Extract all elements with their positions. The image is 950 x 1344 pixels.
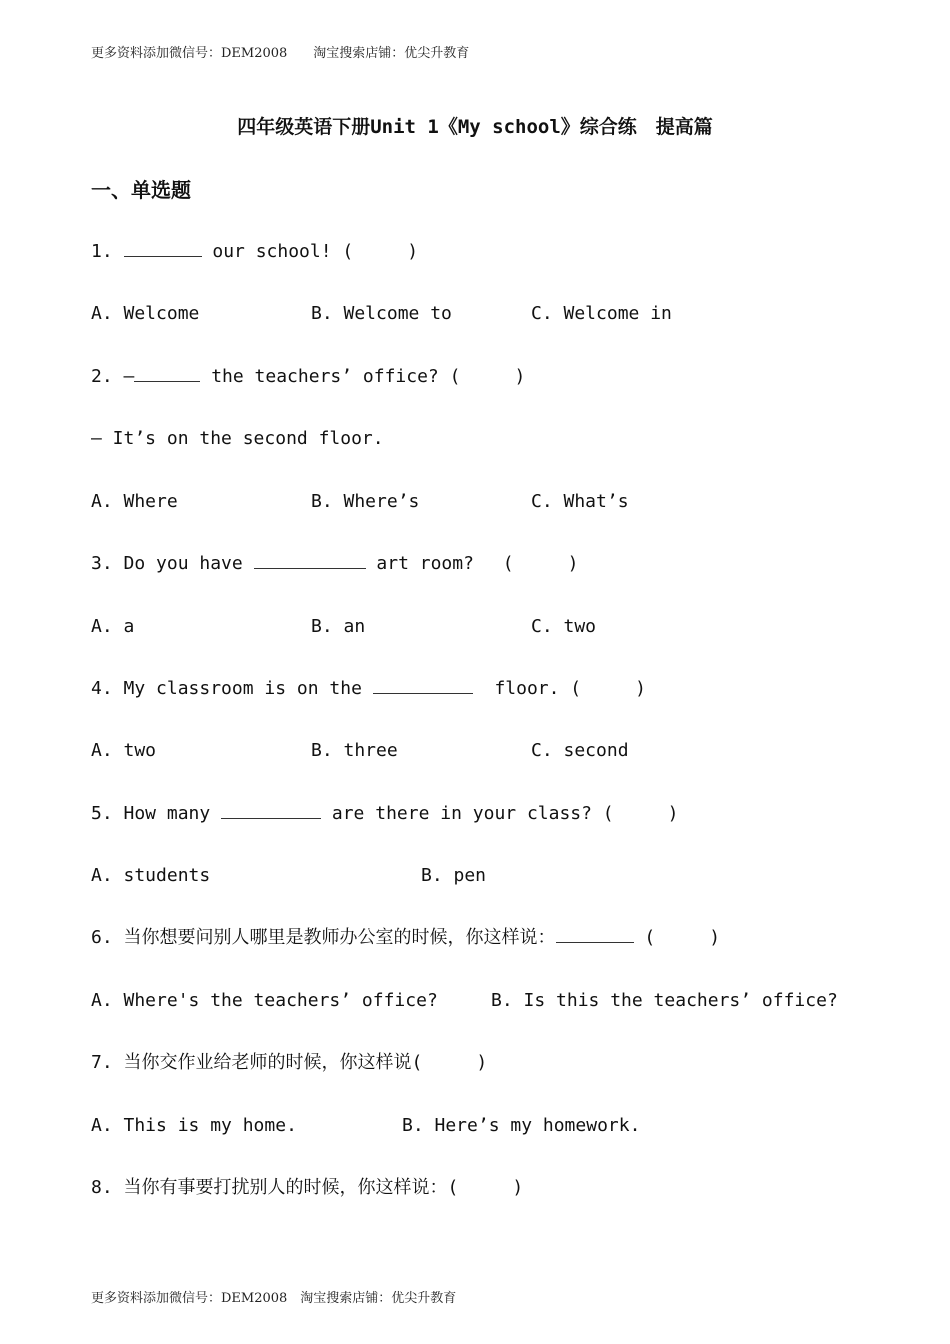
option-1b: B. Welcome to xyxy=(311,303,452,324)
option-5b: B. pen xyxy=(421,865,487,886)
answer-blank xyxy=(221,802,321,819)
option-1a: A. Welcome xyxy=(91,303,200,324)
option-1c: C. Welcome in xyxy=(531,303,672,324)
option-5a: A. students xyxy=(91,865,211,886)
answer-blank xyxy=(254,552,366,569)
question-3: 3. Do you have art room? ( ) xyxy=(91,553,579,574)
section-heading: 一、单选题 xyxy=(91,178,191,202)
option-4a: A. two xyxy=(91,740,157,761)
option-6a: A. Where's the teachers’ office? xyxy=(91,990,438,1011)
option-3c: C. two xyxy=(531,616,597,637)
option-2b: B. Where’s xyxy=(311,491,420,512)
option-4c: C. second xyxy=(531,740,629,761)
option-7b: B. Here’s my homework. xyxy=(402,1115,641,1136)
option-4b: B. three xyxy=(311,740,398,761)
option-2a: A. Where xyxy=(91,491,178,512)
option-7a: A. This is my home. xyxy=(91,1115,297,1136)
option-2c: C. What’s xyxy=(531,491,629,512)
header-note: 更多资料添加微信号：DEM2008 淘宝搜索店铺：优尖升教育 xyxy=(91,46,470,61)
footer-note: 更多资料添加微信号：DEM2008 淘宝搜索店铺：优尖升教育 xyxy=(91,1291,457,1306)
option-3a: A. a xyxy=(91,616,135,637)
answer-blank xyxy=(134,365,200,382)
option-6b: B. Is this the teachers’ office? xyxy=(491,990,838,1011)
question-6: 6. 当你想要问别人哪里是教师办公室的时候，你这样说： ( ) xyxy=(91,927,721,948)
answer-blank xyxy=(556,926,634,943)
answer-blank xyxy=(373,677,473,694)
question-4: 4. My classroom is on the floor. ( ) xyxy=(91,678,646,699)
answer-blank xyxy=(124,240,202,257)
question-8: 8. 当你有事要打扰别人的时候，你这样说：( ) xyxy=(91,1177,524,1198)
question-7: 7. 当你交作业给老师的时候，你这样说( ) xyxy=(91,1052,488,1073)
question-2-reply: — It’s on the second floor. xyxy=(91,428,384,449)
option-3b: B. an xyxy=(311,616,366,637)
page-title: 四年级英语下册Unit 1《My school》综合练 提高篇 xyxy=(237,116,713,138)
question-5: 5. How many are there in your class? ( ) xyxy=(91,803,679,824)
question-2: 2. — the teachers’ office? ( ) xyxy=(91,366,526,387)
question-1: 1. our school! ( ) xyxy=(91,241,419,262)
